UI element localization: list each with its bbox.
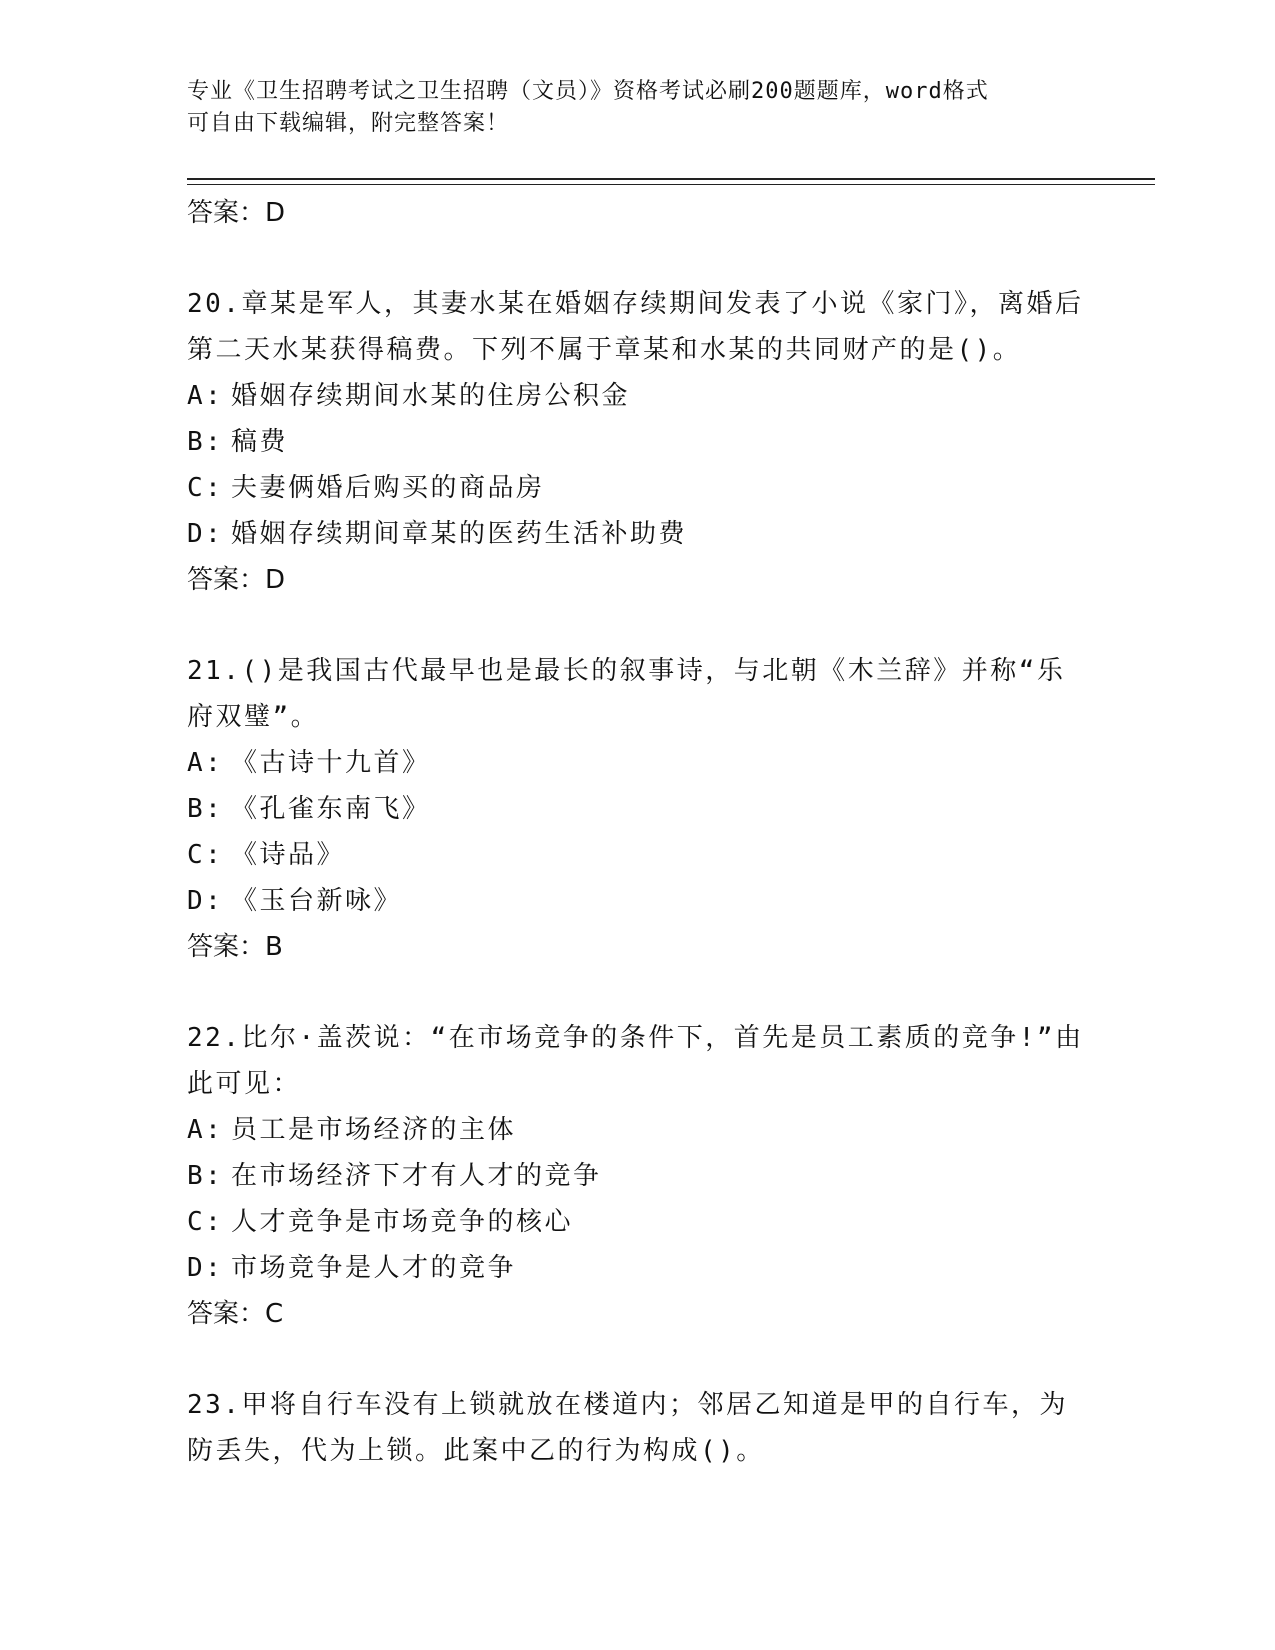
header-line-2: 可自由下载编辑，附完整答案！ <box>187 111 510 136</box>
option-a <box>187 373 1087 419</box>
option-key: C: <box>187 473 224 503</box>
option-text: 婚姻存续期间章某的医药生活补助费 <box>231 519 688 549</box>
question-21 <box>187 648 1087 970</box>
option-text: 市场竞争是人才的竞争 <box>231 1253 517 1283</box>
header-rule-thin <box>187 184 1155 185</box>
question-20 <box>187 281 1087 603</box>
option-c <box>187 832 1087 878</box>
header-rule-thick <box>187 178 1155 180</box>
option-text: 《孔雀东南飞》 <box>231 794 431 824</box>
option-text: 《诗品》 <box>231 840 346 870</box>
option-b <box>187 419 1087 465</box>
option-a <box>187 740 1087 786</box>
option-text: 在市场经济下才有人才的竞争 <box>231 1161 602 1191</box>
answer-label: 答案：D <box>187 565 286 595</box>
option-d <box>187 511 1087 557</box>
answer-label: 答案：D <box>187 198 286 228</box>
option-b <box>187 786 1087 832</box>
question-23 <box>187 1382 1087 1474</box>
option-d <box>187 878 1087 924</box>
question-text: 21.()是我国古代最早也是最长的叙事诗，与北朝《木兰辞》并称“乐府双璧”。 <box>187 656 1066 732</box>
answer-label: 答案：B <box>187 932 283 962</box>
option-text: 人才竞争是市场竞争的核心 <box>231 1207 574 1237</box>
option-text: 员工是市场经济的主体 <box>231 1115 517 1145</box>
option-key: A: <box>187 748 224 778</box>
option-a <box>187 1107 1087 1153</box>
option-text: 《古诗十九首》 <box>231 748 431 778</box>
option-key: B: <box>187 427 224 457</box>
option-key: B: <box>187 794 224 824</box>
option-text: 婚姻存续期间水某的住房公积金 <box>231 381 631 411</box>
header-line-1: 专业《卫生招聘考试之卫生招聘（文员）》资格考试必刷200题题库，word格式 <box>187 79 989 104</box>
document-header <box>187 76 1087 140</box>
option-key: D: <box>187 519 224 549</box>
option-key: A: <box>187 1115 224 1145</box>
option-b <box>187 1153 1087 1199</box>
option-text: 稿费 <box>231 427 289 457</box>
option-text: 夫妻俩婚后购买的商品房 <box>231 473 545 503</box>
question-text: 20.章某是军人，其妻水某在婚姻存续期间发表了小说《家门》，离婚后第二天水某获得稿费。下列不属于章某和水某的共同财产的是()。 <box>187 289 1084 365</box>
option-key: A: <box>187 381 224 411</box>
question-text: 23.甲将自行车没有上锁就放在楼道内；邻居乙知道是甲的自行车，为防丢失，代为上锁。此案中乙的行为构成()。 <box>187 1390 1068 1466</box>
option-key: C: <box>187 840 224 870</box>
question-22 <box>187 1015 1087 1337</box>
option-key: C: <box>187 1207 224 1237</box>
option-c <box>187 1199 1087 1245</box>
answer-label: 答案：C <box>187 1299 284 1329</box>
option-d <box>187 1245 1087 1291</box>
question-list <box>187 190 1087 1474</box>
option-key: D: <box>187 886 224 916</box>
option-text: 《玉台新咏》 <box>231 886 403 916</box>
option-key: D: <box>187 1253 224 1283</box>
option-c <box>187 465 1087 511</box>
option-key: B: <box>187 1161 224 1191</box>
question-text: 22.比尔·盖茨说：“在市场竞争的条件下，首先是员工素质的竞争!”由此可见： <box>187 1023 1084 1099</box>
